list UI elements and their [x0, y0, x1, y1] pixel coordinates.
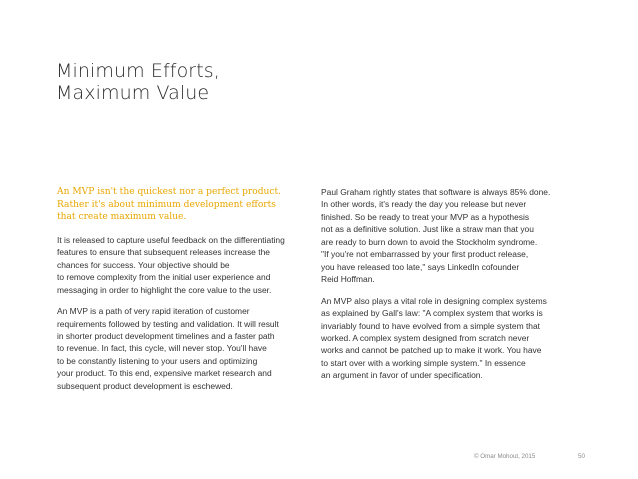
text-line: not as a definitive solution. Just like a straw man that you — [321, 224, 534, 235]
lead-line: Rather it's about minimum development efforts — [57, 199, 276, 210]
text-line: chances for success. Your objective should be — [57, 259, 230, 270]
text-line: Reid Hoffman. — [321, 274, 375, 285]
left-paragraph-1 — [57, 234, 322, 296]
page-title-line-2: Maximum Value — [56, 82, 210, 104]
text-line: requirements followed by testing and validation. It will result — [57, 318, 279, 329]
text-line: subsequent product development is eschewed. — [57, 380, 233, 391]
text-line: worked. A complex system designed from scratch never — [321, 332, 530, 343]
copyright-notice: © Omar Mohout, 2015 — [474, 453, 536, 460]
text-line: to revenue. In fact, this cycle, will never stop. You'll have — [57, 343, 267, 354]
lead-quote — [57, 186, 322, 224]
text-line: finished. So be ready to treat your MVP as a hypothesis — [321, 211, 530, 222]
text-line: you have released too late," says LinkedIn cofounder — [321, 261, 520, 272]
right-paragraph-2 — [321, 295, 596, 382]
text-line: An MVP also plays a vital role in designing complex systems — [321, 295, 547, 306]
text-line: messaging in order to highlight the core value to the user. — [57, 284, 272, 295]
page-title-line-1: Minimum Efforts, — [56, 60, 220, 82]
text-line: features to ensure that subsequent releases increase the — [57, 247, 270, 258]
text-line: works and cannot be patched up to make it work. You have — [321, 345, 542, 356]
right-paragraph-1 — [321, 186, 596, 286]
text-line: invariably found to have evolved from a simple system that — [321, 320, 541, 331]
right-column — [321, 186, 596, 391]
text-line: are ready to burn down to avoid the Stockholm syndrome. — [321, 236, 538, 247]
left-paragraph-2 — [57, 305, 322, 392]
text-line: in shorter product development timelines and a faster path — [57, 330, 275, 341]
lead-line: An MVP isn't the quickest nor a perfect product. — [57, 187, 282, 197]
page-title — [56, 60, 356, 104]
text-line: Paul Graham rightly states that software is always 85% done. — [321, 187, 551, 197]
page-number: 50 — [578, 453, 585, 460]
text-line: In other words, it's ready the day you release but never — [321, 199, 527, 210]
text-line: to be constantly listening to your users and optimizing — [57, 355, 258, 366]
left-column — [57, 186, 322, 401]
text-line: to start over with a working simple system." In essence — [321, 357, 526, 368]
text-line: "If you're not embarrassed by your first product release, — [321, 249, 529, 260]
text-line: It is released to capture useful feedback on the differentiating — [57, 234, 285, 245]
text-line: An MVP is a path of very rapid iteration of customer — [57, 306, 250, 317]
text-line: an argument in favor of under specification. — [321, 370, 483, 381]
lead-line: that create maximum value. — [57, 212, 187, 223]
text-line: to remove complexity from the initial user experience and — [57, 272, 271, 283]
text-line: your product. To this end, expensive market research and — [57, 368, 272, 379]
text-line: as explained by Gall's law: "A complex system that works is — [321, 308, 543, 319]
